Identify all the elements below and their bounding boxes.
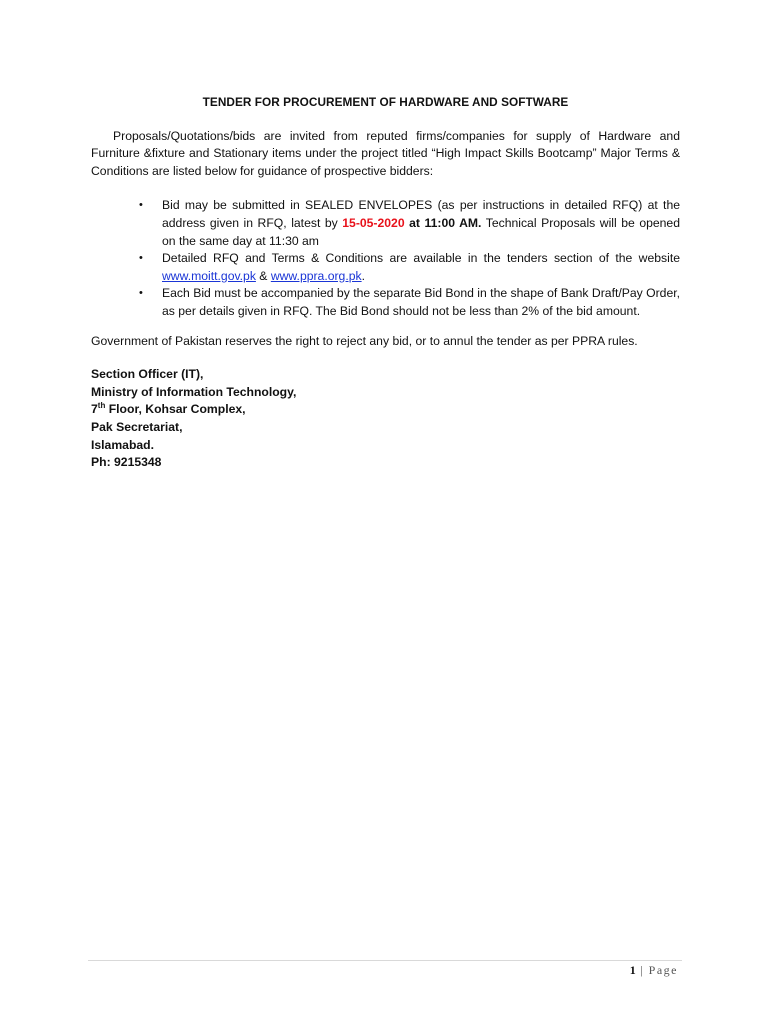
government-note: Government of Pakistan reserves the right to reject any bid, or to annul the tender as per PPRA rules. [91,333,638,348]
terms-item-text: Detailed RFQ and Terms & Conditions are available in the tenders section of the website [162,251,680,266]
contact-address [91,366,680,472]
ppra-website-link[interactable]: www.ppra.org.pk [270,268,362,283]
moitt-website-link[interactable]: www.moitt.gov.pk [162,268,256,283]
terms-item-text: Bid may be submitted in SEALED ENVELOPES (as per instructions in detailed RFQ) at the address given in RFQ, latest by [162,198,680,230]
terms-item-bid-bond [139,285,680,320]
terms-item-text: Each Bid must be accompanied by the separate Bid Bond in the shape of Bank Draft/Pay Order, as per details given in RFQ. The Bid Bond should not be less than 2% of the bid amount. [162,286,680,318]
intro-paragraph: Proposals/Quotations/bids are invited from reputed firms/companies for supply of Hardware and Furniture &fixture and Stationary items under the project titled “High Impact Skills Bootcamp” Major Terms & Conditions are listed below for guidance of prospective bidders: [91,128,680,178]
bullet-icon: • [139,199,143,212]
terms-item-text: Technical Proposals will be opened on the same day at 11:30 am [162,215,680,248]
floor-number: 7 [91,402,98,417]
terms-item-submission [139,197,680,250]
terms-item-text: . [361,268,365,283]
address-line-rest: Floor, Kohsar Complex, [105,402,246,417]
bullet-icon: • [139,252,143,265]
document-body [91,94,680,472]
link-separator: & [255,268,271,283]
page-footer [630,963,678,978]
deadline-date: 15-05-2020 [342,215,405,230]
footer-separator: | [635,963,649,977]
phone-number: Ph: 9215348 [91,455,162,470]
document-title: TENDER FOR PROCUREMENT OF HARDWARE AND SOFTWARE [202,95,569,109]
floor-suffix: th [97,401,106,411]
footer-divider [88,960,682,961]
bullet-icon: • [139,287,143,300]
deadline-time: at 11:00 AM. [404,215,482,230]
page-label: Page [648,963,678,977]
terms-list [91,197,680,320]
address-line: Section Officer (IT), [91,367,204,382]
address-line: Ministry of Information Technology, [91,384,297,399]
address-line: Pak Secretariat, [91,419,183,434]
terms-item-rfq [139,250,680,285]
address-line [91,401,680,419]
page-number: 1 [629,963,636,977]
address-line: Islamabad. [91,437,154,452]
